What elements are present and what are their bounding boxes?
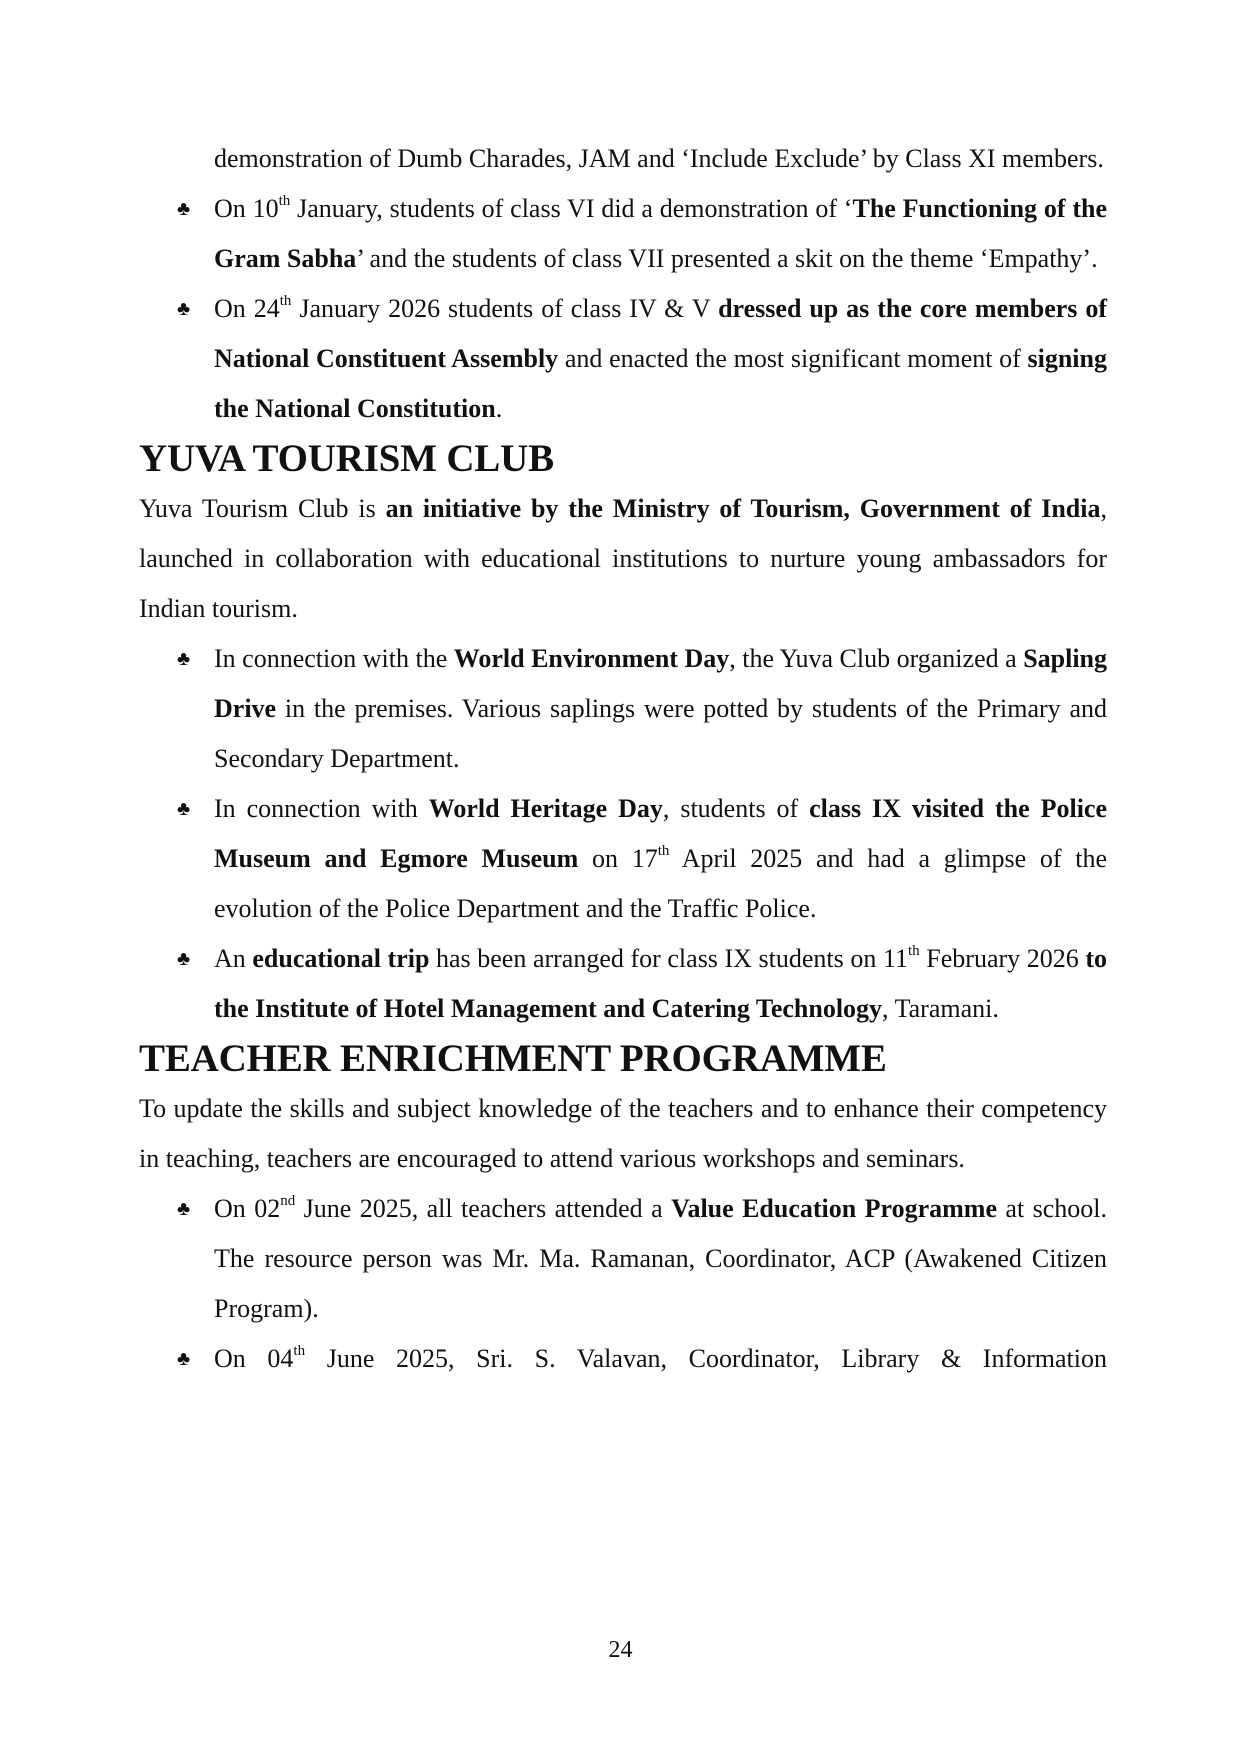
club-bullet-icon: ♣ [177, 198, 191, 220]
club-bullet-icon: ♣ [177, 1198, 191, 1220]
teacher-list [139, 1184, 1107, 1384]
club-bullet-icon: ♣ [177, 798, 191, 820]
yuva-intro: Yuva Tourism Club is an initiative by the Ministry of Tourism, Government of India, launched in collaboration with educational institutions to nurture young ambassadors for Indian tourism. [139, 494, 1107, 623]
section-heading-yuva: YUVA TOURISM CLUB [139, 437, 554, 480]
activities-list [139, 184, 1107, 434]
page-content [139, 134, 1107, 1384]
club-bullet-icon: ♣ [177, 298, 191, 320]
section-heading-teacher: TEACHER ENRICHMENT PROGRAMME [139, 1037, 887, 1080]
club-bullet-icon: ♣ [177, 948, 191, 970]
teacher-intro: To update the skills and subject knowledge of the teachers and to enhance their competency in teaching, teachers are encouraged to attend various workshops and seminars. [139, 1094, 1107, 1173]
list-item: ♣ On 24th January 2026 students of class IV & V dressed up as the core members of National Constituent Assembly and enacted the most significant moment of signing the National Constitution. [139, 284, 1107, 434]
list-item: ♣ In connection with the World Environment Day, the Yuva Club organized a Sapling Drive in the premises. Various saplings were potted by students of the Primary and Secondary Department. [139, 634, 1107, 784]
page-number: 24 [608, 1637, 633, 1663]
list-item: ♣ On 02nd June 2025, all teachers attended a Value Education Programme at school. The resource person was Mr. Ma. Ramanan, Coordinator, ACP (Awakened Citizen Program). [139, 1184, 1107, 1334]
club-bullet-icon: ♣ [177, 648, 191, 670]
club-bullet-icon: ♣ [177, 1348, 191, 1370]
list-item: ♣ In connection with World Heritage Day, students of class IX visited the Police Museum and Egmore Museum on 17th April 2025 and had a glimpse of the evolution of the Police Department and the Traffic Police. [139, 784, 1107, 934]
list-item: ♣ On 10th January, students of class VI did a demonstration of ‘The Functioning of the Gram Sabha’ and the students of class VII presented a skit on the theme ‘Empathy’. [139, 184, 1107, 284]
continued-paragraph: demonstration of Dumb Charades, JAM and ‘Include Exclude’ by Class XI members. [214, 144, 1104, 173]
list-item: ♣ On 04th June 2025, Sri. S. Valavan, Coordinator, Library & Information [139, 1334, 1107, 1384]
yuva-list [139, 634, 1107, 1034]
list-item: ♣ An educational trip has been arranged for class IX students on 11th February 2026 to the Institute of Hotel Management and Catering Technology, Taramani. [139, 934, 1107, 1034]
